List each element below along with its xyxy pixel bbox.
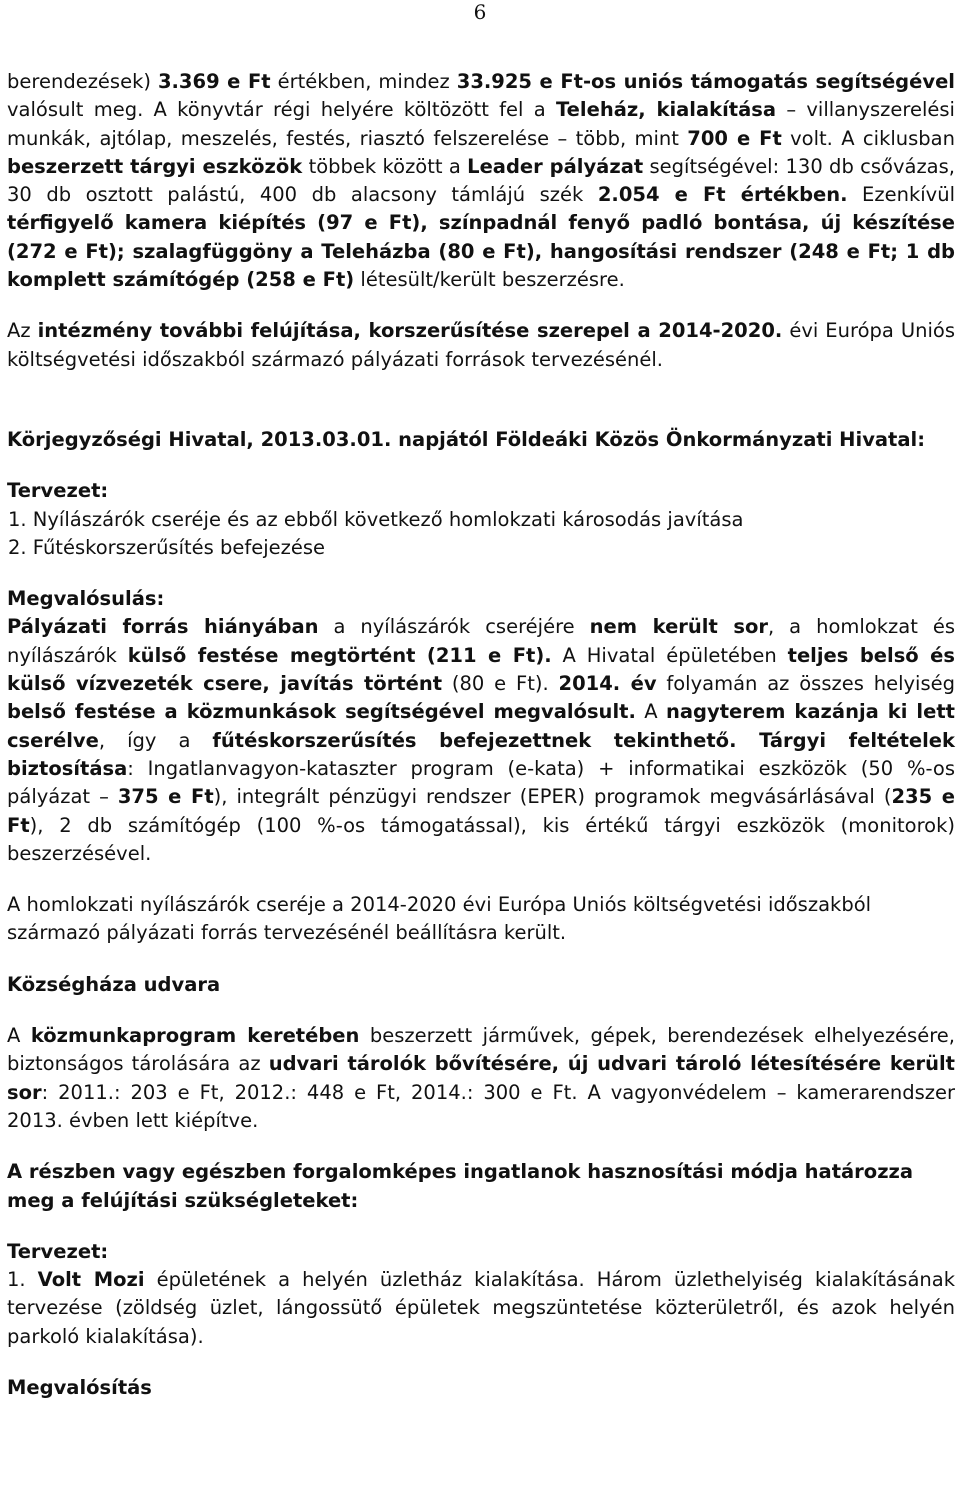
p1-run: 2.054 e Ft értékben.	[597, 183, 848, 207]
p3-run: ), integrált pénzügyi rendszer (EPER) programok megvásárlásával (	[213, 785, 892, 809]
label-megvalositas: Megvalósítás	[7, 1375, 152, 1399]
label-tervezet-2: Tervezet:	[7, 1239, 109, 1263]
p1-run: beszerzett tárgyi eszközök	[7, 154, 303, 178]
paragraph-udvar	[7, 1022, 955, 1135]
label-megvalosulas: Megvalósulás:	[7, 587, 165, 611]
page-number: 6	[473, 0, 487, 24]
plan-item-1: 1. Nyílászárók cseréje és az ebből következő homlokzati károsodás javítása	[8, 507, 744, 531]
p3-run: fűtéskorszerűsítés befejezettnek tekinthető. Tárgyi feltételek biztosítása	[7, 728, 955, 780]
p5-run: : 2011.: 203 e Ft, 2012.: 448 e Ft, 2014.: 300 e Ft. A vagyonvédelem – kamerarendszer 2013. évben lett kiépítve.	[7, 1080, 955, 1132]
p1-run: berendezések)	[7, 70, 158, 93]
p1-run: – villanyszerelési munkák, ajtólap, meszelés, festés, riasztó felszerelése – több, mint	[7, 98, 955, 150]
p3-run: 375 e Ft	[117, 785, 214, 809]
p6-run: Volt Mozi	[37, 1268, 145, 1292]
p1-run: létesült/került beszerzésre.	[354, 268, 625, 292]
p3-run: (80 e Ft).	[442, 672, 559, 696]
p5-run: udvari tárolók bővítésére, új udvari tároló létesítésére került sor	[7, 1052, 956, 1104]
heading-udvar: Községháza udvara	[7, 972, 221, 996]
p3-run: 235 e Ft	[7, 785, 955, 837]
p1-run: Teleház, kialakítása	[555, 98, 777, 122]
p3-run: nagyterem kazánja ki lett cserélve	[7, 700, 955, 752]
p2-run: évi Európa Uniós költségvetési időszakból származó pályázati források tervezésénél.	[7, 319, 955, 371]
p3-run: folyamán az összes helyiség	[656, 672, 955, 696]
paragraph-felujitas	[7, 317, 955, 374]
p1-run: többek között a	[302, 154, 468, 178]
p1-run: segítségével: 130 db csővázas, 30 db osztott palástú, 400 db alacsony támlájú szék	[7, 154, 955, 207]
p3-run: ), 2 db számítógép (100 %-os támogatással), kis értékű tárgyi eszközök (monitorok) beszerzésével.	[7, 813, 955, 865]
p3-run: : Ingatlanvagyon-kataszter program (e-kata) + informatikai eszközök (50 %-os pályázat –	[7, 756, 955, 809]
label-tervezet: Tervezet:	[7, 479, 109, 503]
p5-run: beszerzett járművek, gépek, berendezések elhelyezésére, biztonságos tárolására az	[7, 1024, 955, 1076]
p1-run: volt. A ciklusban	[781, 126, 955, 150]
paragraph-teleház	[7, 68, 955, 294]
p3-run: A Hivatal épületében	[551, 643, 788, 667]
p3-run: Pályázati forrás hiányában	[7, 615, 319, 639]
heading-ingatlan: A részben vagy egészben forgalomképes ingatlanok hasznosítási módja határozza meg a felújítási szükségleteket:	[7, 1160, 914, 1212]
p1-run: 700 e Ft	[687, 126, 782, 150]
p1-run: Ezenkívül	[847, 183, 955, 207]
p3-run: külső festése megtörtént (211 e Ft).	[127, 643, 552, 667]
p3-run: belső festése a közmunkások segítségével megvalósult.	[7, 700, 636, 724]
p5-run: közmunkaprogram keretében	[30, 1024, 360, 1048]
p1-run: Leader pályázat	[467, 154, 644, 178]
p3-run: , a homlokzat és nyílászárók	[7, 615, 955, 667]
p2-run: intézmény további felújítása, korszerűsítése szerepel a 2014-2020.	[37, 319, 783, 343]
paragraph-mozi	[7, 1266, 955, 1351]
p1-run: 33.925 e Ft-os uniós támogatás segítségével	[456, 70, 955, 93]
p1-run: térfigyelő kamera kiépítés (97 e Ft), színpadnál fenyő padló bontása, új készítése (272 e Ft); szalagfüggöny a Teleházba (80 e Ft), hangosítási rendszer (248 e Ft; 1 db komplett számítógép (258 e Ft)	[7, 211, 955, 292]
plan-item-2: 2. Fűtéskorszerűsítés befejezése	[8, 535, 326, 559]
p1-run: 3.369 e Ft	[157, 70, 271, 93]
p6-run: 1.	[7, 1268, 38, 1292]
paragraph-megvalosulas	[7, 613, 955, 868]
p6-run: épületének a helyén üzletház kialakítása. Három üzlethelyiség kialakításának tervezése (zöldség üzlet, lángossütő épületek megszüntetése közterületről, és azok helyén parkoló kialakítása).	[7, 1268, 955, 1348]
p3-run: A	[635, 700, 667, 724]
p3-run: 2014. év	[558, 672, 657, 696]
p1-run: valósult meg. A könyvtár régi helyére költözött fel a	[7, 98, 556, 122]
p1-run: értékben, mindez	[270, 70, 457, 93]
p5-run: A	[7, 1024, 31, 1048]
p3-run: , így a	[98, 728, 213, 752]
p3-run: a nyílászárók cseréjére	[318, 615, 590, 639]
p3-run: nem került sor	[589, 615, 768, 639]
p2-run: Az	[7, 319, 38, 343]
paragraph-homlokzat: A homlokzati nyílászárók cseréje a 2014-2020 évi Európa Uniós költségvetési időszakból származó pályázati forrás tervezésénél beállításra került.	[7, 893, 872, 945]
p3-run: teljes belső és külső vízvezeték csere, javítás történt	[7, 643, 956, 696]
document-body	[7, 68, 955, 1402]
heading-hivatal: Körjegyzőségi Hivatal, 2013.03.01. napjától Földeáki Közös Önkormányzati Hivatal:	[7, 427, 926, 451]
